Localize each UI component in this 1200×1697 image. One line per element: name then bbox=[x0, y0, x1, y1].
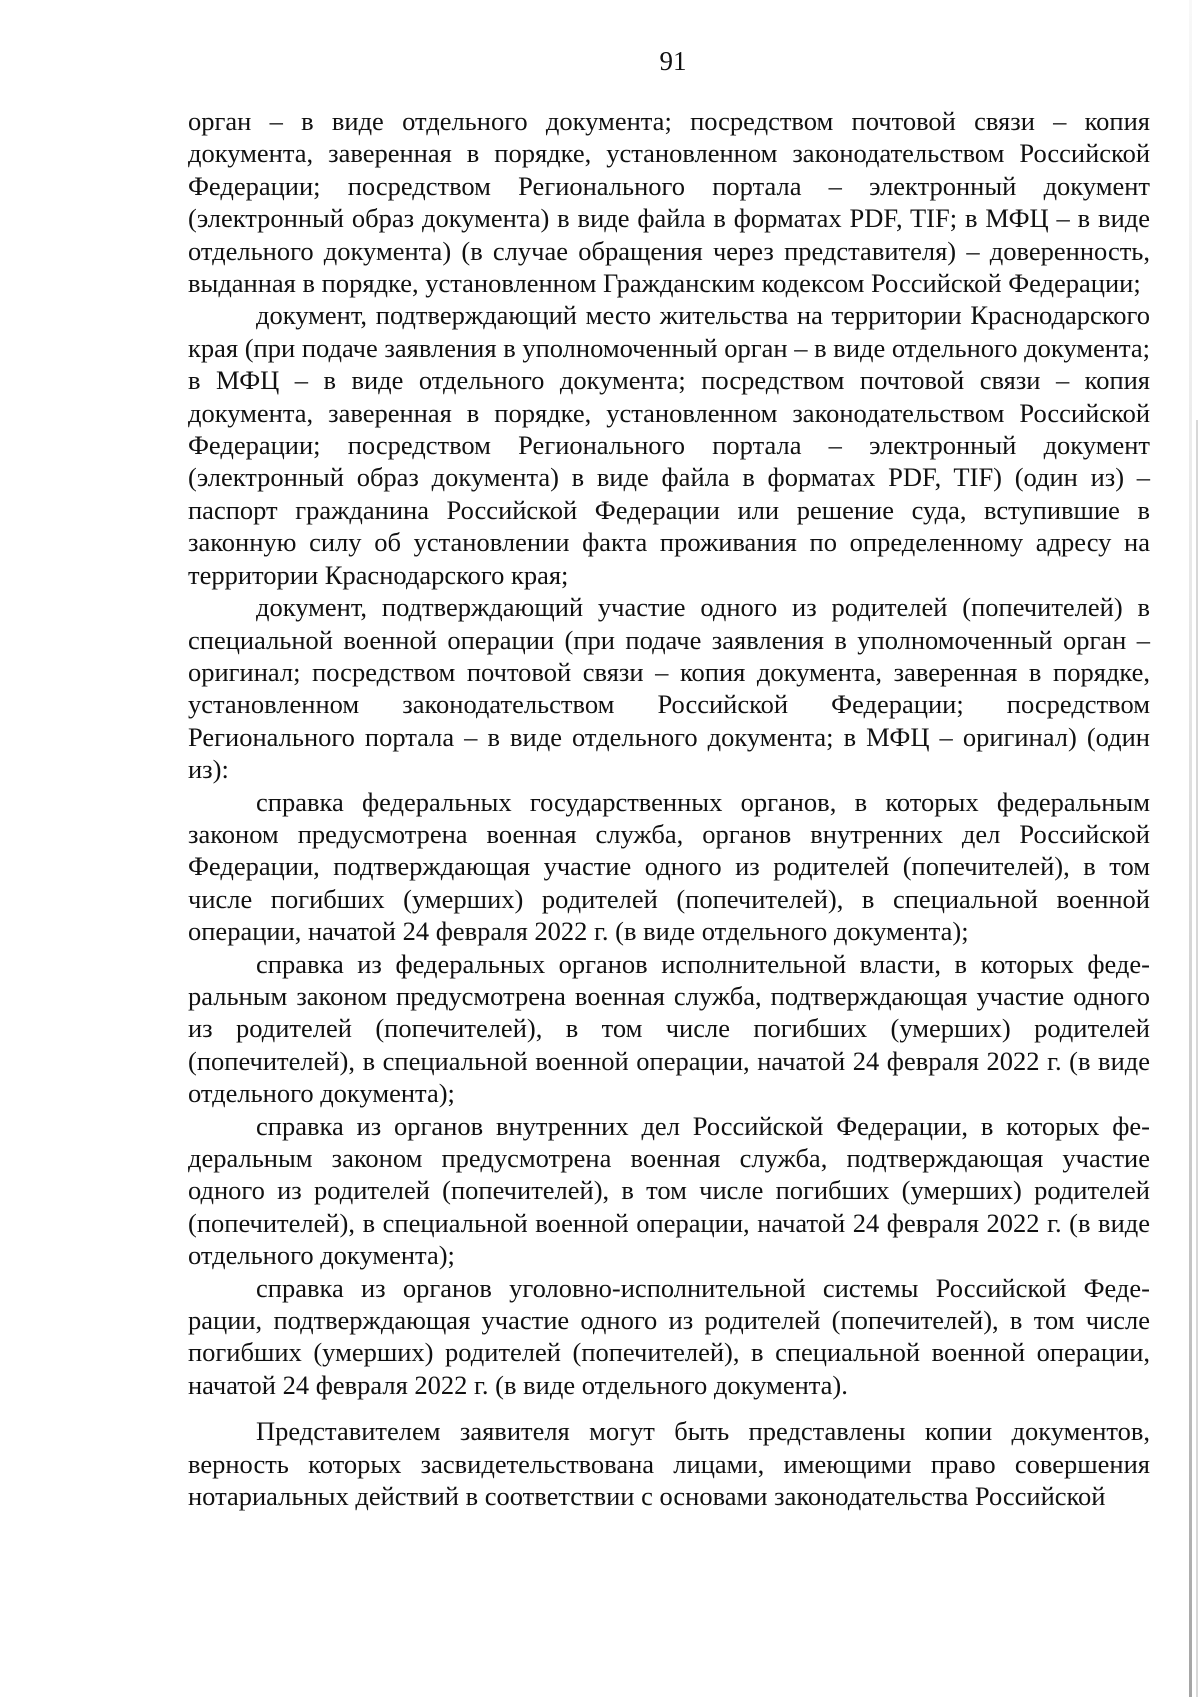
page-number: 91 bbox=[659, 46, 687, 76]
scan-edge-line bbox=[1196, 420, 1198, 1697]
paragraph: справка из органов внутренних дел Российской Федерации, в которых федеральным законом предусмотрена военная служба, подтверждающая участие одного из родителей (попечителей), в том числе погибших (умерших) родителей (попечителей), в специальной военной операции, начатой 24 февраля 2022 г. (в виде отдельного документа); bbox=[188, 1110, 1150, 1271]
paragraph: справка из органов уголовно-исполнительной системы Российской Федерации, подтверждающая участие одного из родителей (попечителей), в том числе погибших (умерших) родителей (попечителей), в специальной военной операции, начатой 24 февраля 2022 г. (в виде отдельного документа). bbox=[188, 1272, 1150, 1400]
paragraph: документ, подтверждающий участие одного из родителей (попечителей) в специальной военной операции (при подаче заявления в уполномоченный орган – оригинал; посредством почтовой связи – копия документа, заверенная в порядке, установленном законодательством Российской Федерации; посредством Регионального портала – в виде отдельного документа; в МФЦ – оригинал) (один из): bbox=[188, 592, 1150, 785]
paragraph: справка федеральных государственных органов, в которых федеральным законом предусмотрена военная служба, органов внутренних дел Российской Федерации, подтверждающая участие одного из родителей (попечителей), в том числе погибших (умерших) родителей (попечителей), в специальной военной операции, начатой 24 февраля 2022 г. (в виде отдельного документа); bbox=[188, 786, 1150, 947]
paragraph: орган – в виде отдельного документа; посредством почтовой связи – копия документа, заверенная в порядке, установленном законодательством Российской Федерации; посредством Регионального портала – электронный документ (электронный образ документа) в виде файла в форматах PDF, TIF; в МФЦ – в виде отдельного документа) (в случае обращения через представителя) – доверенность, выданная в порядке, установленном Гражданским кодексом Российской Федерации; bbox=[188, 106, 1150, 299]
paragraph: Представителем заявителя могут быть представлены копии документов, верность которых засвидетельствована лицами, имеющими право совершения нотариальных действий в соответствии с основами законодательства Российской bbox=[188, 1416, 1150, 1512]
paragraph: документ, подтверждающий место жительства на территории Краснодарского края (при подаче заявления в уполномоченный орган – в виде отдельного документа; в МФЦ – в виде отдельного документа; посредством почтовой связи – копия документа, заверенная в порядке, установленном законодательством Российской Федерации; посредством Регионального портала – электронный документ (электронный образ документа) в виде файла в форматах PDF, TIF) (один из) – паспорт гражданина Российской Федерации или решение суда, вступившие в законную силу об установлении факта проживания по определенному адресу на территории Краснодарского края; bbox=[188, 300, 1150, 590]
document-body bbox=[188, 105, 1150, 1512]
paragraph: справка из федеральных органов исполнительной власти, в которых федеральным законом предусмотрена военная служба, подтверждающая участие одного из родителей (попечителей), в том числе погибших (умерших) родителей (попечителей), в специальной военной операции, начатой 24 февраля 2022 г. (в виде отдельного документа); bbox=[188, 948, 1150, 1109]
scan-edge-shadow bbox=[1189, 0, 1192, 1697]
